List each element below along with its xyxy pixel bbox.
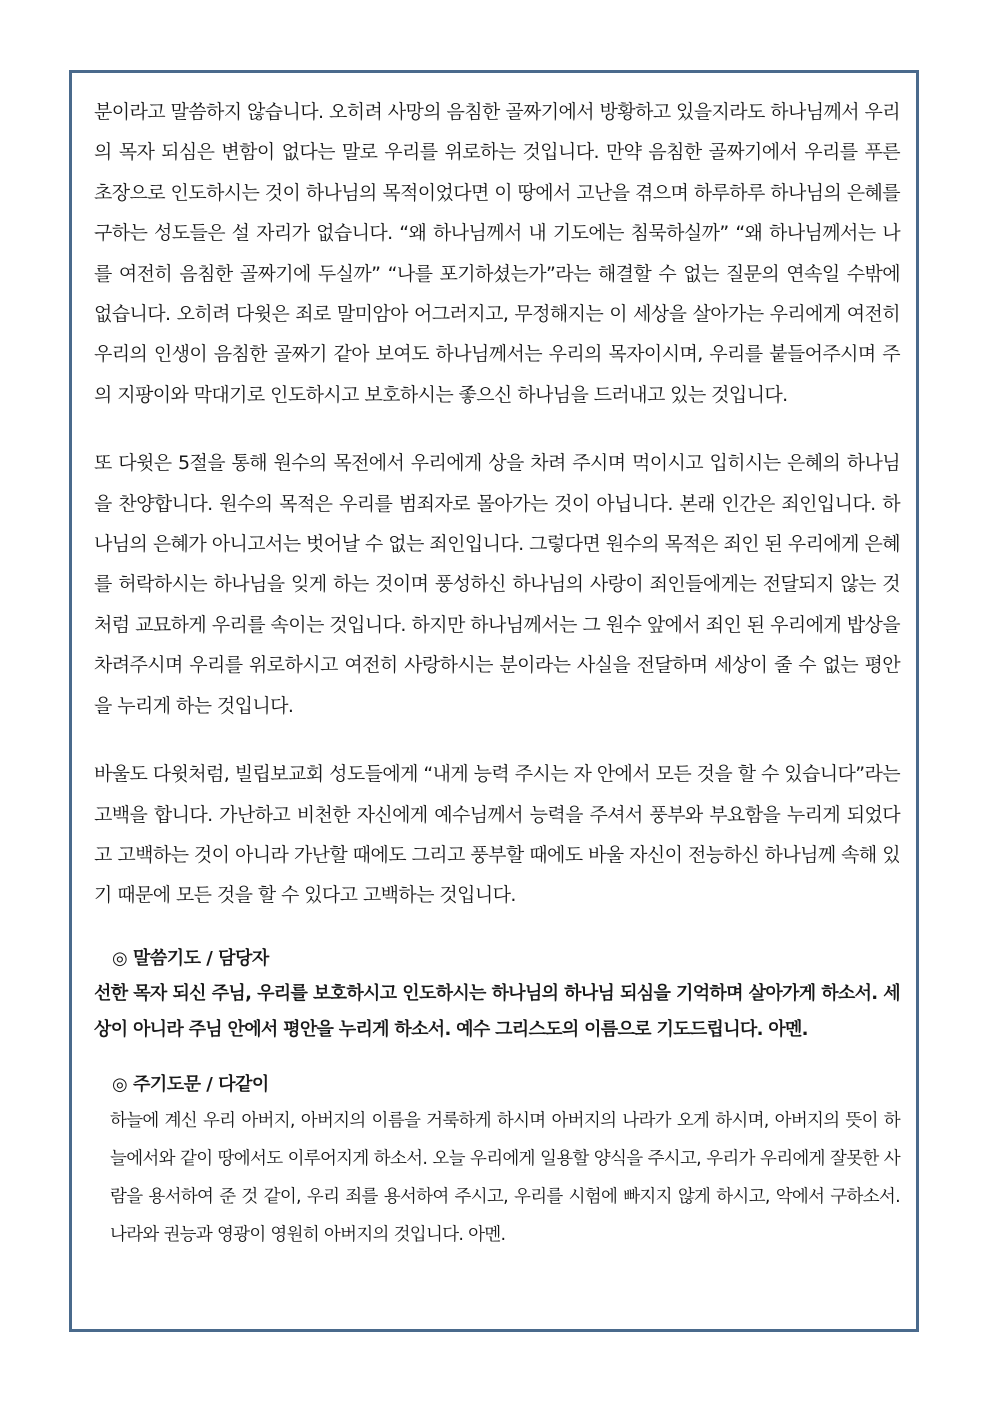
paragraph-1: 분이라고 말씀하지 않습니다. 오히려 사망의 음침한 골짜기에서 방황하고 있을지라도 하나님께서 우리의 목자 되심은 변함이 없다는 말로 우리를 위로하는 것입니다. 만약 음침한 골짜기에서 우리를 푸른 초장으로 인도하시는 것이 하나님의 목적이었다면 이 땅에서 고난을 겪으며 하루하루 하나님의 은혜를 구하는 성도들은 설 자리가 없습니다. “왜 하나님께서 내 기도에는 침묵하실까” “왜 하나님께서는 나를 여전히 음침한 골짜기에 두실까” “나를 포기하셨는가”라는 해결할 수 없는 질문의 연속일 수밖에 없습니다. 오히려 다윗은 죄로 말미암아 어그러지고, 무정해지는 이 세상을 살아가는 우리에게 여전히 우리의 인생이 음침한 골짜기 같아 보여도 하나님께서는 우리의 목자이시며, 우리를 붙들어주시며 주의 지팡이와 막대기로 인도하시고 보호하시는 좋으신 하나님을 드러내고 있는 것입니다. xyxy=(94,101,900,406)
lords-prayer-text: 하늘에 계신 우리 아버지, 아버지의 이름을 거룩하게 하시며 아버지의 나라가 오게 하시며, 아버지의 뜻이 하늘에서와 같이 땅에서도 이루어지게 하소서. 오늘 우리에게 일용할 양식을 주시고, 우리가 우리에게 잘못한 사람을 용서하여 준 것 같이, 우리 죄를 용서하여 주시고, 우리를 시험에 빠지지 않게 하시고, 악에서 구하소서. 나라와 권능과 영광이 영원히 아버지의 것입니다. 아멘. xyxy=(110,1110,900,1245)
document-body xyxy=(94,92,900,1254)
prayer-heading: ◎ 말씀기도 / 담당자 xyxy=(112,947,269,969)
lords-prayer-heading: ◎ 주기도문 / 다같이 xyxy=(112,1073,269,1095)
prayer-text: 선한 목자 되신 주님, 우리를 보호하시고 인도하시는 하나님의 하나님 되심을 기억하며 살아가게 하소서. 세상이 아니라 주님 안에서 평안을 누리게 하소서. 예수 그리스도의 이름으로 기도드립니다. 아멘. xyxy=(94,982,900,1040)
paragraph-2: 또 다윗은 5절을 통해 원수의 목전에서 우리에게 상을 차려 주시며 먹이시고 입히시는 은혜의 하나님을 찬양합니다. 원수의 목적은 우리를 범죄자로 몰아가는 것이 아닙니다. 본래 인간은 죄인입니다. 하나님의 은혜가 아니고서는 벗어날 수 없는 죄인입니다. 그렇다면 원수의 목적은 죄인 된 우리에게 은혜를 허락하시는 하나님을 잊게 하는 것이며 풍성하신 하나님의 사랑이 죄인들에게는 전달되지 않는 것처럼 교묘하게 우리를 속이는 것입니다. 하지만 하나님께서는 그 원수 앞에서 죄인 된 우리에게 밥상을 차려주시며 우리를 위로하시고 여전히 사랑하시는 분이라는 사실을 전달하며 세상이 줄 수 없는 평안을 누리게 하는 것입니다. xyxy=(94,452,900,717)
paragraph-3: 바울도 다윗처럼, 빌립보교회 성도들에게 “내게 능력 주시는 자 안에서 모든 것을 할 수 있습니다”라는 고백을 합니다. 가난하고 비천한 자신에게 예수님께서 능력을 주셔서 풍부와 부요함을 누리게 되었다고 고백하는 것이 아니라 가난할 때에도 그리고 풍부할 때에도 바울 자신이 전능하신 하나님께 속해 있기 때문에 모든 것을 할 수 있다고 고백하는 것입니다. xyxy=(94,763,900,907)
